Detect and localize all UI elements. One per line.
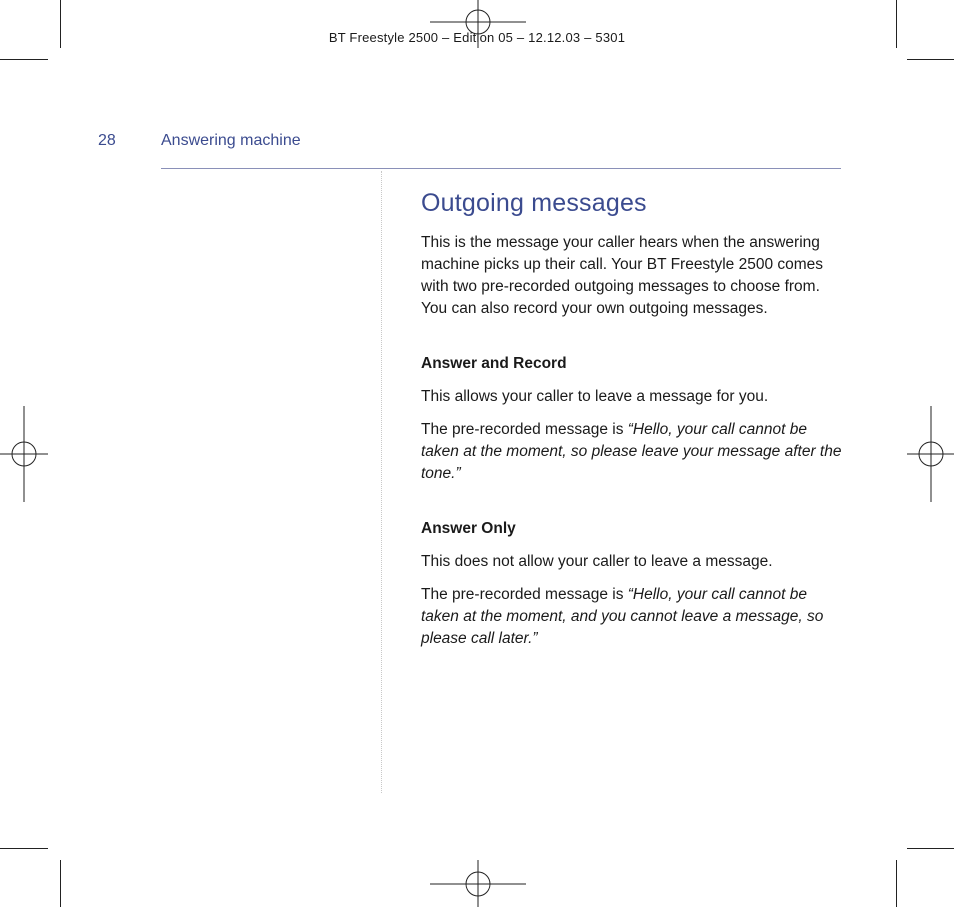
section-description: This allows your caller to leave a message for you. [421,388,769,405]
main-content [421,186,843,650]
crop-mark [896,860,897,907]
crop-mark [60,860,61,907]
column-divider [381,171,382,793]
section-description: This does not allow your caller to leave a message. [421,553,773,570]
message-prefix: The pre-recorded message is [421,586,628,603]
crop-mark [907,848,954,849]
page-number: 28 [98,132,116,149]
registration-mark-icon [907,406,954,502]
prerecorded-message [421,584,843,650]
section-heading-answer-only: Answer Only [421,520,516,537]
message-prefix: The pre-recorded message is [421,421,628,438]
crop-mark [0,848,48,849]
section-heading-answer-and-record: Answer and Record [421,355,567,372]
message-quote: “Hello, your call cannot be taken at the moment, and you cannot leave a message, so please call later.” [421,586,824,647]
section-title: Answering machine [161,132,301,149]
header-rule [161,168,841,169]
intro-paragraph: This is the message your caller hears when the answering machine picks up their call. Your BT Freestyle 2500 comes with two pre-recorded outgoing messages to choose from. You can also record your own outgoing messages. [421,234,824,317]
print-slug: BT Freestyle 2500 – Edition 05 – 12.12.03 – 5301 [328,30,626,45]
message-quote: “Hello, your call cannot be taken at the moment, so please leave your message after the tone.” [421,421,842,482]
page-title: Outgoing messages [421,189,647,217]
crop-mark [0,59,48,60]
crop-mark [907,59,954,60]
registration-mark-icon [430,860,526,907]
registration-mark-icon [0,406,48,502]
prerecorded-message [421,419,843,485]
